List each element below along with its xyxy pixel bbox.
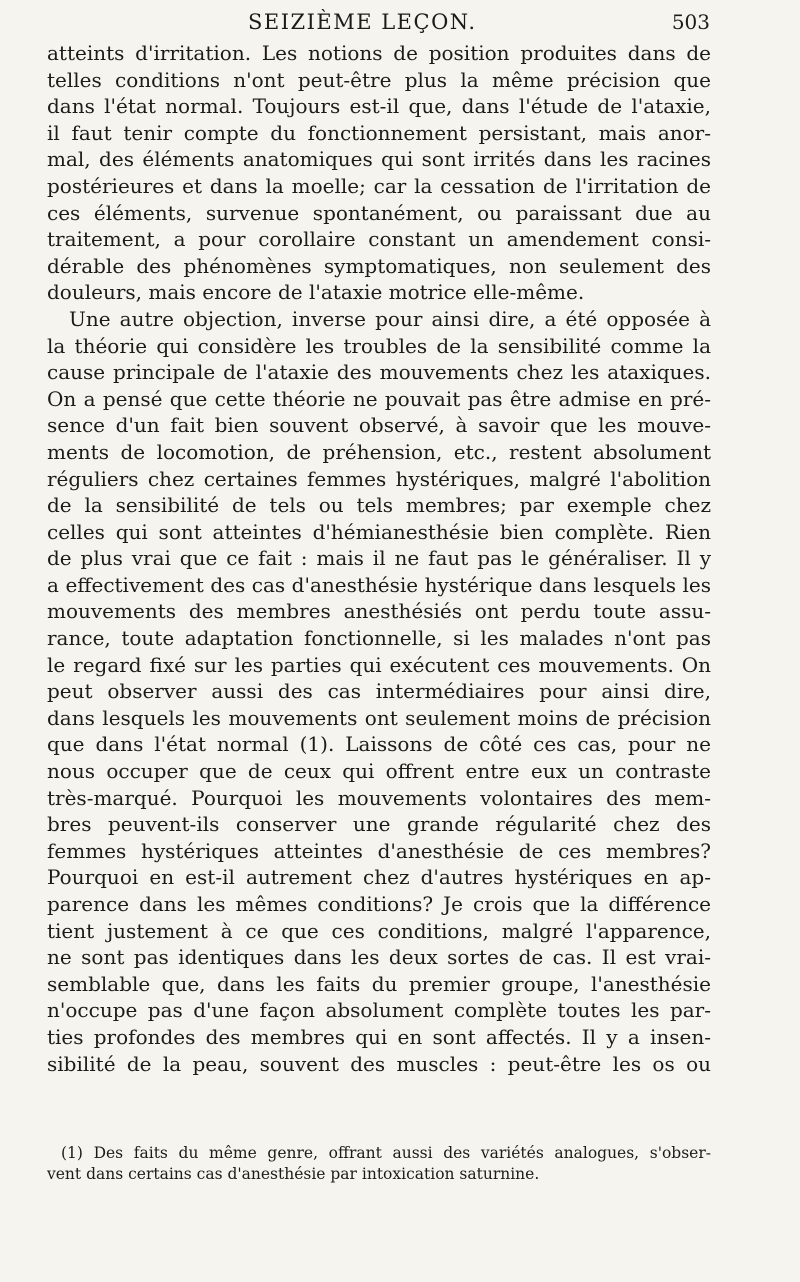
footnote-line: (1) Des faits du même genre, offrant aussi des variétés analogues, s'obser-	[61, 1144, 711, 1162]
text-line: ces éléments, survenue spontanément, ou paraissant due au	[47, 200, 711, 225]
text-line: réguliers chez certaines femmes hystériques, malgré l'abolition	[47, 466, 711, 491]
text-line: dans l'état normal. Toujours est-il que, dans l'étude de l'ataxie,	[47, 94, 711, 119]
text-line: cause principale de l'ataxie des mouvements chez les ataxiques.	[47, 360, 711, 385]
text-line: dérable des phénomènes symptomatiques, non seulement des	[47, 253, 711, 278]
text-line: que dans l'état normal (1). Laissons de côté ces cas, pour ne	[47, 732, 711, 757]
text-line: le regard fixé sur les parties qui exécutent ces mouvements. On	[47, 652, 711, 677]
text-line: douleurs, mais encore de l'ataxie motrice elle-même.	[47, 280, 585, 305]
text-line: mouvements des membres anesthésiés ont perdu toute assu-	[47, 599, 711, 624]
text-line: Une autre objection, inverse pour ainsi dire, a été opposée à	[69, 306, 711, 331]
text-line: sibilité de la peau, souvent des muscles : peut-être les os ou	[47, 1051, 711, 1076]
text-line: nous occuper que de ceux qui offrent entre eux un contraste	[47, 759, 711, 784]
footnotes	[47, 1143, 711, 1185]
text-line: femmes hystériques atteintes d'anesthésie de ces membres?	[47, 838, 711, 863]
text-line: celles qui sont atteintes d'hémianesthésie bien complète. Rien	[47, 519, 711, 544]
text-line: bres peuvent-ils conserver une grande régularité chez des	[47, 812, 711, 837]
text-line: de plus vrai que ce fait : mais il ne faut pas le généraliser. Il y	[47, 546, 711, 571]
running-title: SEIZIÈME LEÇON.	[248, 10, 477, 34]
text-line: il faut tenir compte du fonctionnement persistant, mais anor-	[47, 120, 711, 145]
text-line: peut observer aussi des cas intermédiaires pour ainsi dire,	[47, 679, 711, 704]
text-line: très-marqué. Pourquoi les mouvements volontaires des mem-	[47, 785, 711, 810]
page-number: 503	[671, 10, 710, 34]
text-line: ne sont pas identiques dans les deux sortes de cas. Il est vrai-	[47, 945, 711, 970]
text-line: ties profondes des membres qui en sont affectés. Il y a insen-	[47, 1024, 711, 1049]
text-line: tient justement à ce que ces conditions, malgré l'apparence,	[47, 918, 711, 943]
running-head	[248, 8, 710, 36]
body-text	[47, 40, 711, 1077]
text-line: Pourquoi en est-il autrement chez d'autres hystériques en ap-	[47, 865, 711, 890]
footnote-line: vent dans certains cas d'anesthésie par intoxication saturnine.	[47, 1165, 540, 1183]
text-line: semblable que, dans les faits du premier groupe, l'anesthésie	[47, 971, 711, 996]
text-line: de la sensibilité de tels ou tels membres; par exemple chez	[47, 493, 711, 518]
text-line: n'occupe pas d'une façon absolument complète toutes les par-	[47, 998, 711, 1023]
text-line: rance, toute adaptation fonctionnelle, si les malades n'ont pas	[47, 626, 711, 651]
text-line: dans lesquels les mouvements ont seulement moins de précision	[47, 705, 711, 730]
text-line: mal, des éléments anatomiques qui sont irrités dans les racines	[47, 147, 711, 172]
text-line: parence dans les mêmes conditions? Je crois que la différence	[47, 892, 711, 916]
text-line: a effectivement des cas d'anesthésie hystérique dans lesquels les	[47, 572, 711, 597]
text-line: la théorie qui considère les troubles de la sensibilité comme la	[47, 333, 711, 358]
text-line: postérieures et dans la moelle; car la cessation de l'irritation de	[47, 173, 711, 198]
text-line: sence d'un fait bien souvent observé, à savoir que les mouve-	[47, 413, 711, 438]
text-line: ments de locomotion, de préhension, etc., restent absolument	[47, 439, 711, 464]
text-line: On a pensé que cette théorie ne pouvait pas être admise en pré-	[47, 386, 711, 411]
text-line: atteints d'irritation. Les notions de position produites dans de	[47, 41, 711, 65]
text-line: traitement, a pour corollaire constant un amendement consi-	[47, 227, 711, 252]
text-line: telles conditions n'ont peut-être plus la même précision que	[47, 67, 711, 92]
